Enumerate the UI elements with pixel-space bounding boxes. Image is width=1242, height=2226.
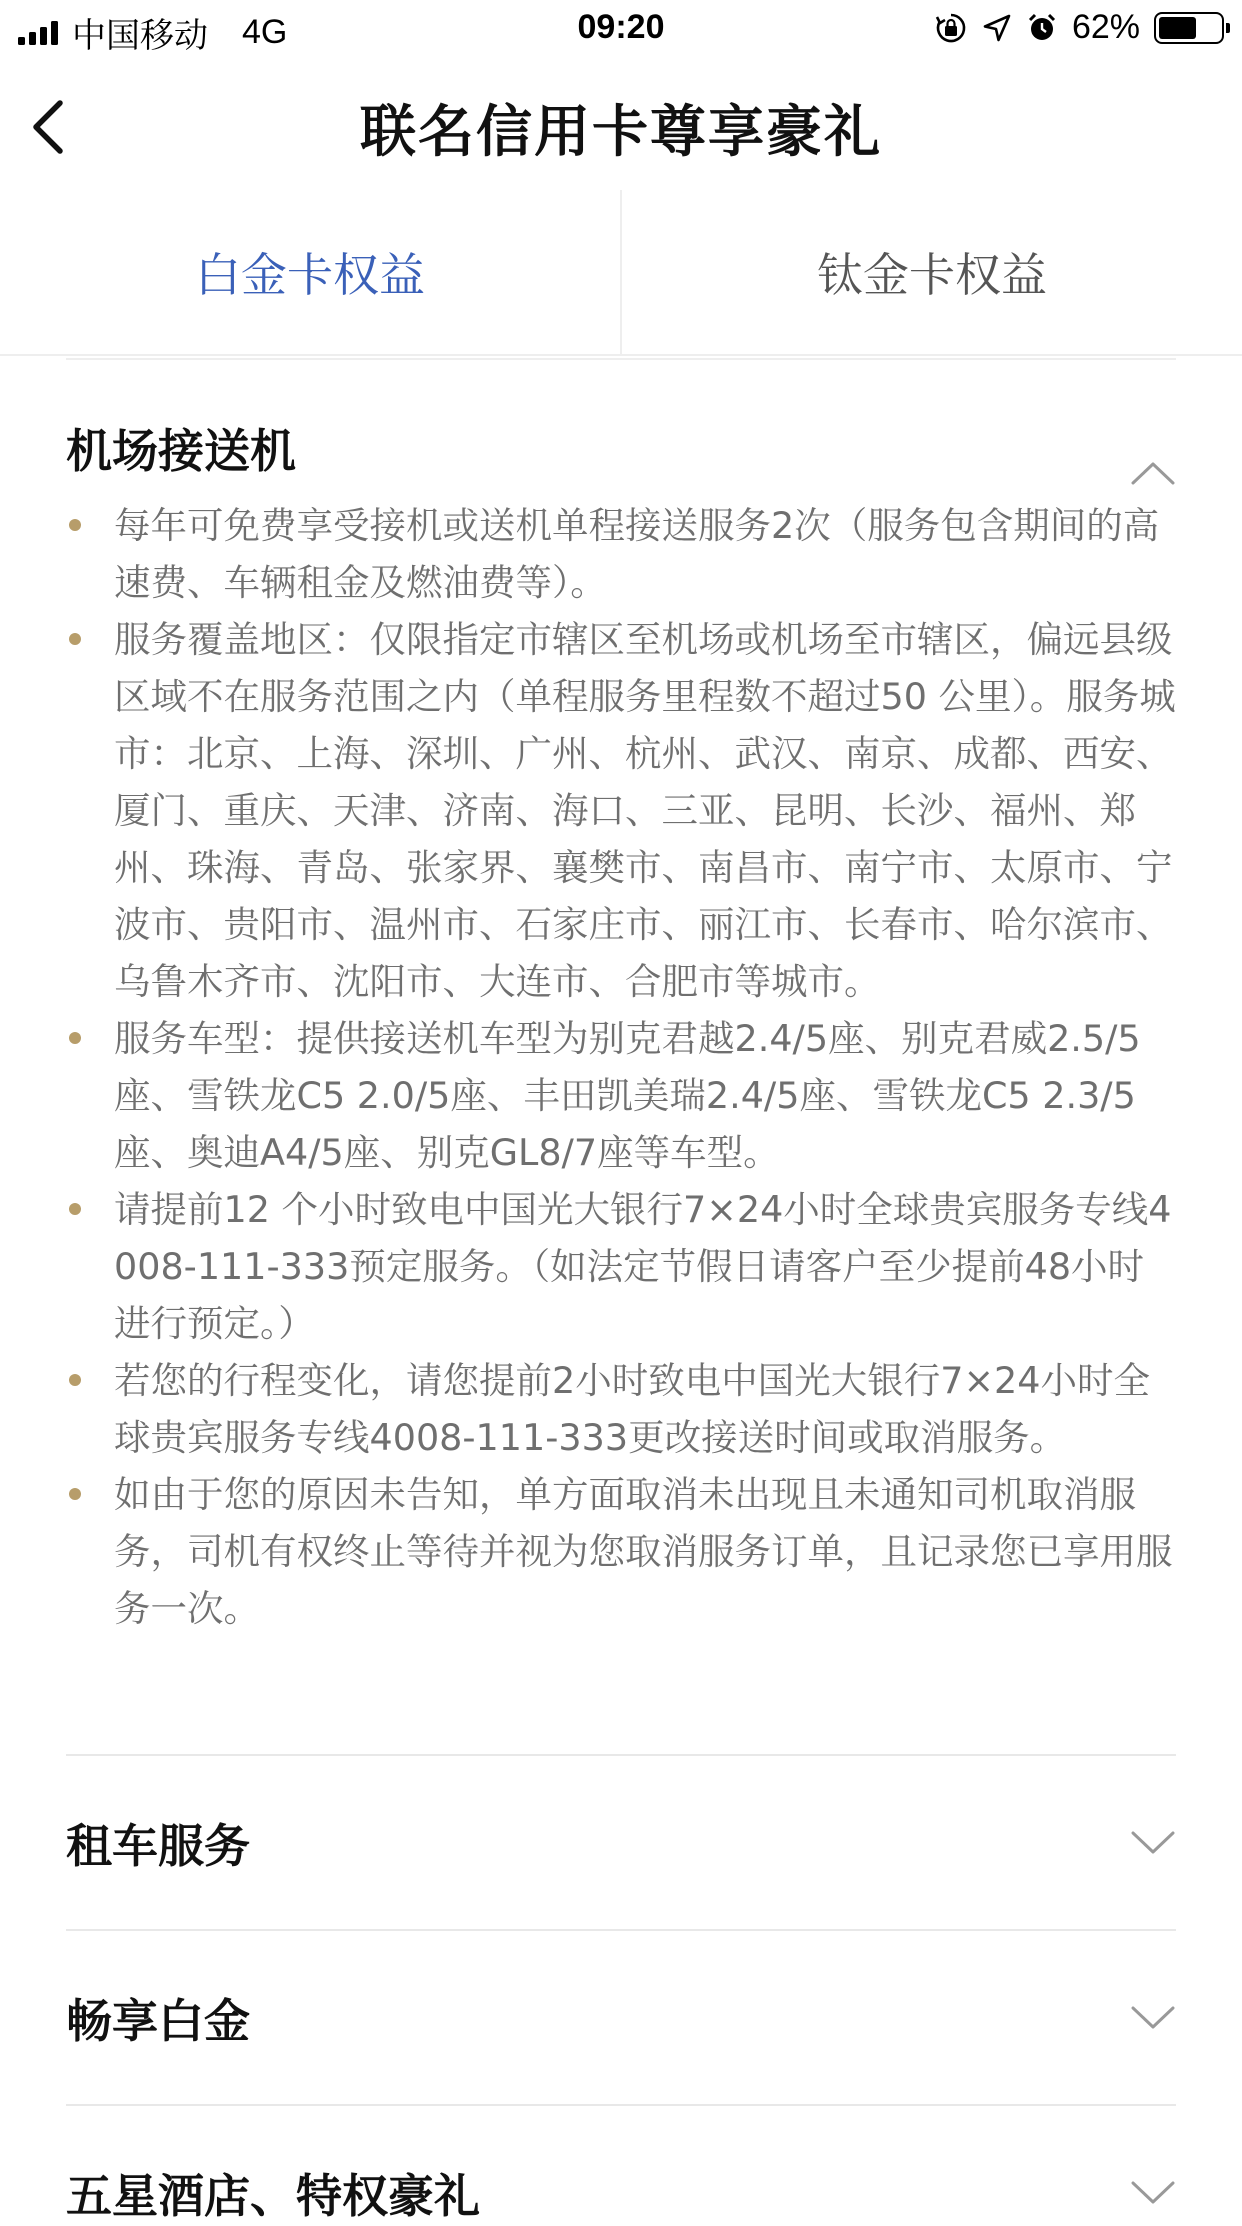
airport-transfer-details	[66, 497, 1176, 1637]
list-item	[66, 611, 1176, 1010]
list-item	[66, 1010, 1176, 1181]
status-bar	[0, 0, 1242, 60]
list-item-text: 如由于您的原因未告知，单方面取消未出现且未通知司机取消服务，司机有权终止等待并视为您取消服务订单，且记录您已享用服务一次。	[114, 1473, 1173, 1630]
card-tabs	[0, 190, 1242, 356]
status-right	[934, 8, 1224, 47]
section-airport-transfer-header[interactable]	[66, 410, 1176, 486]
location-arrow-icon	[982, 13, 1012, 43]
alarm-clock-icon	[1026, 12, 1058, 44]
bullet-dot	[69, 1488, 81, 1500]
section-title: 五星酒店、特权豪礼	[66, 2169, 480, 2223]
content-top-divider	[66, 358, 1176, 360]
section-divider	[66, 1754, 1176, 1756]
battery-level-fill	[1159, 17, 1196, 39]
bullet-dot	[69, 519, 81, 531]
chevron-down-icon	[1130, 2005, 1176, 2031]
chevron-down-icon	[1130, 2180, 1176, 2206]
list-item-text: 若您的行程变化，请您提前2小时致电中国光大银行7×24小时全球贵宾服务专线4008-111-333更改接送时间或取消服务。	[114, 1359, 1150, 1459]
list-item	[66, 1466, 1176, 1637]
bullet-dot	[69, 633, 81, 645]
section-divider	[66, 2104, 1176, 2106]
list-item-text: 服务车型：提供接送机车型为别克君越2.4/5座、别克君威2.5/5座、雪铁龙C5 2.0/5座、丰田凯美瑞2.4/5座、雪铁龙C5 2.3/5座、奥迪A4/5座、别克GL8/7座等车型。	[114, 1017, 1141, 1174]
navigation-bar	[0, 60, 1242, 190]
list-item-text: 请提前12 个小时致电中国光大银行7×24小时全球贵宾服务专线4008-111-333预定服务。（如法定节假日请客户至少提前48小时进行预定。）	[114, 1188, 1172, 1345]
list-item-text: 每年可免费享受接机或送机单程接送服务2次（服务包含期间的高速费、车辆租金及燃油费等）。	[114, 504, 1160, 604]
network-type: 4G	[242, 13, 288, 51]
section-hotel-privileges-header[interactable]	[66, 2160, 1176, 2226]
bullet-dot	[69, 1032, 81, 1044]
status-time: 09:20	[577, 8, 665, 46]
list-item	[66, 1181, 1176, 1352]
chevron-up-icon	[1130, 460, 1176, 486]
bullet-dot	[69, 1203, 81, 1215]
section-title: 畅享白金	[66, 1994, 250, 2048]
bullet-dot	[69, 1374, 81, 1386]
battery-icon	[1154, 12, 1224, 44]
list-item	[66, 497, 1176, 611]
tab-platinum[interactable]: 白金卡权益	[195, 248, 425, 302]
section-platinum-enjoy-header[interactable]	[66, 1985, 1176, 2051]
section-car-rental-header[interactable]	[66, 1810, 1176, 1876]
orientation-lock-icon	[934, 11, 968, 45]
section-title: 机场接送机	[66, 424, 296, 478]
section-divider	[66, 1929, 1176, 1931]
list-item-text: 服务覆盖地区：仅限指定市辖区至机场或机场至市辖区，偏远县级区域不在服务范围之内（单程服务里程数不超过50 公里）。服务城市：北京、上海、深圳、广州、杭州、武汉、南京、成都、西安、厦门、重庆、天津、济南、海口、三亚、昆明、长沙、福州、郑州、珠海、青岛、张家界、襄樊市、南昌市、南宁市、太原市、宁波市、贵阳市、温州市、石家庄市、丽江市、长春市、哈尔滨市、乌鲁木齐市、沈阳市、大连市、合肥市等城市。	[114, 618, 1176, 1003]
carrier-name: 中国移动	[72, 17, 208, 55]
tab-titanium[interactable]: 钛金卡权益	[817, 248, 1047, 302]
section-title: 租车服务	[66, 1819, 250, 1873]
battery-percent: 62%	[1071, 8, 1140, 46]
page-title: 联名信用卡尊享豪礼	[360, 100, 882, 165]
chevron-down-icon	[1130, 1830, 1176, 1856]
list-item	[66, 1352, 1176, 1466]
